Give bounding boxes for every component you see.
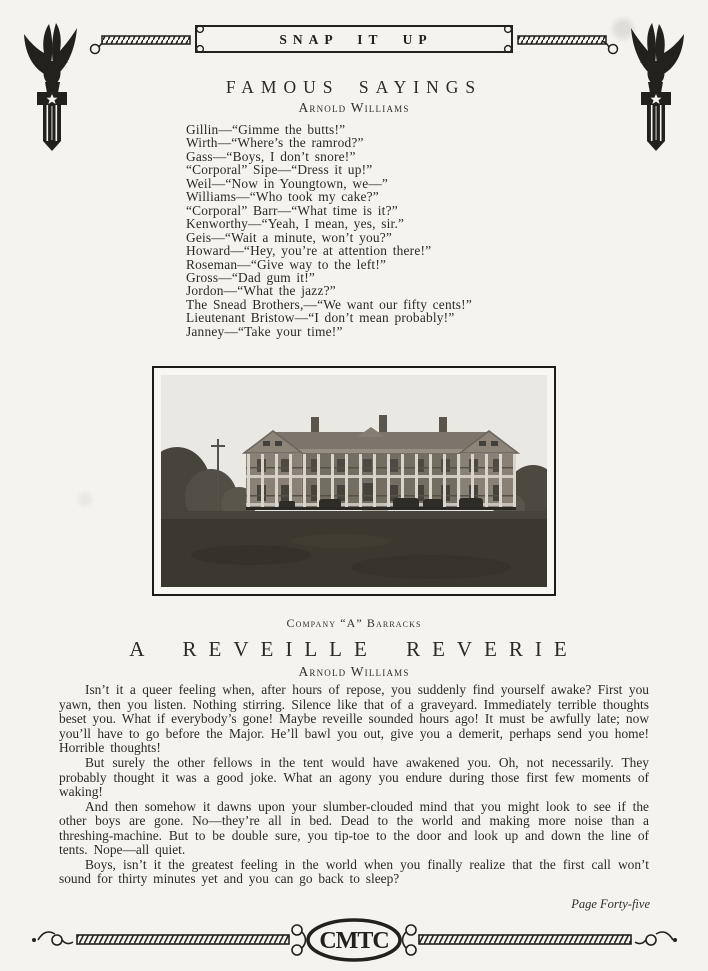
famous-sayings-title: FAMOUS SAYINGS <box>225 77 483 97</box>
article-paragraph: Boys, isn’t it the greatest feeling in the world when you finally realize that the first call won’t sound for thirty minutes yet and you can go back to sleep? <box>59 856 649 887</box>
saying-line: Gillin—“Gimme the butts!” <box>186 122 346 137</box>
banner-rule <box>88 20 620 66</box>
saying-line: “Corporal” Sipe—“Dress it up!” <box>186 162 373 178</box>
saying-line: Jordon—“What the jazz?” <box>186 283 336 299</box>
article-paragraph: Isn’t it a queer feeling when, after hours of repose, you suddenly find yourself awake? First you yawn, then you listen. Nothing stirring. Silence like that of a graveyard. Immediately terrible thoughts beset you. What if everybody’s gone! Maybe reveille sounded hours ago! It must be awfully late; now you’ll have to go before the Major. He’ll bawl you out, give you a demerit, perhaps send you home! Horrible thoughts! <box>59 682 649 756</box>
saying-line: Weil—“Now in Youngtown, we—” <box>186 175 389 191</box>
saying-line: “Corporal” Barr—“What time is it?” <box>186 202 398 218</box>
page-number: Page Forty-five <box>571 896 650 911</box>
reveille-article <box>0 683 708 887</box>
saying-line: Geis—“Wait a minute, won’t you?” <box>186 229 393 245</box>
saying-line: Lieutenant Bristow—“I don’t mean probably!” <box>186 310 455 326</box>
saying-line: Roseman—“Give way to the left!” <box>186 256 387 272</box>
saying-line: Janney—“Take your time!” <box>186 323 343 339</box>
article-paragraph: And then somehow it dawns upon your slumber-clouded mind that you might look to see if the other boys are gone. No—they’re all in bed. Dead to the world and making more noise than a threshing-machine. But to be double sure, you tip-toe to the door and look up and down the line of tents. Nope—all quiet. <box>59 798 649 858</box>
saying-line: Howard—“Hey, you’re at attention there!” <box>186 243 432 259</box>
barracks-photo <box>152 366 556 596</box>
saying-line: Gass—“Boys, I don’t snore!” <box>186 148 356 164</box>
saying-line: The Snead Brothers,—“We want our fifty cents!” <box>186 296 472 312</box>
famous-sayings-byline: Arnold Williams <box>298 100 410 115</box>
reveille-title: A REVEILLE REVERIE <box>129 637 579 662</box>
saying-line: Kenworthy—“Yeah, I mean, yes, sir.” <box>186 216 405 232</box>
saying-line: Wirth—“Where’s the ramrod?” <box>186 135 364 151</box>
article-paragraph: But surely the other fellows in the tent would have awakened you. Oh, not necessarily. They probably thought it was a good joke. What an agony you endure during those first few moments of waking! <box>59 754 649 800</box>
footer-ornament <box>0 914 708 971</box>
banner-title: SNAP IT UP <box>279 32 433 47</box>
saying-line: Williams—“Who took my cake?” <box>186 189 379 205</box>
photo-caption: Company “A” Barracks <box>286 616 422 631</box>
cmtc-rule <box>29 914 679 966</box>
reveille-byline: Arnold Williams <box>298 664 410 680</box>
header-banner <box>0 0 708 50</box>
cmtc-monogram: CMTC <box>319 927 389 954</box>
saying-line: Gross—“Dad gum it!” <box>186 269 316 285</box>
barracks-photo-image <box>161 375 547 587</box>
